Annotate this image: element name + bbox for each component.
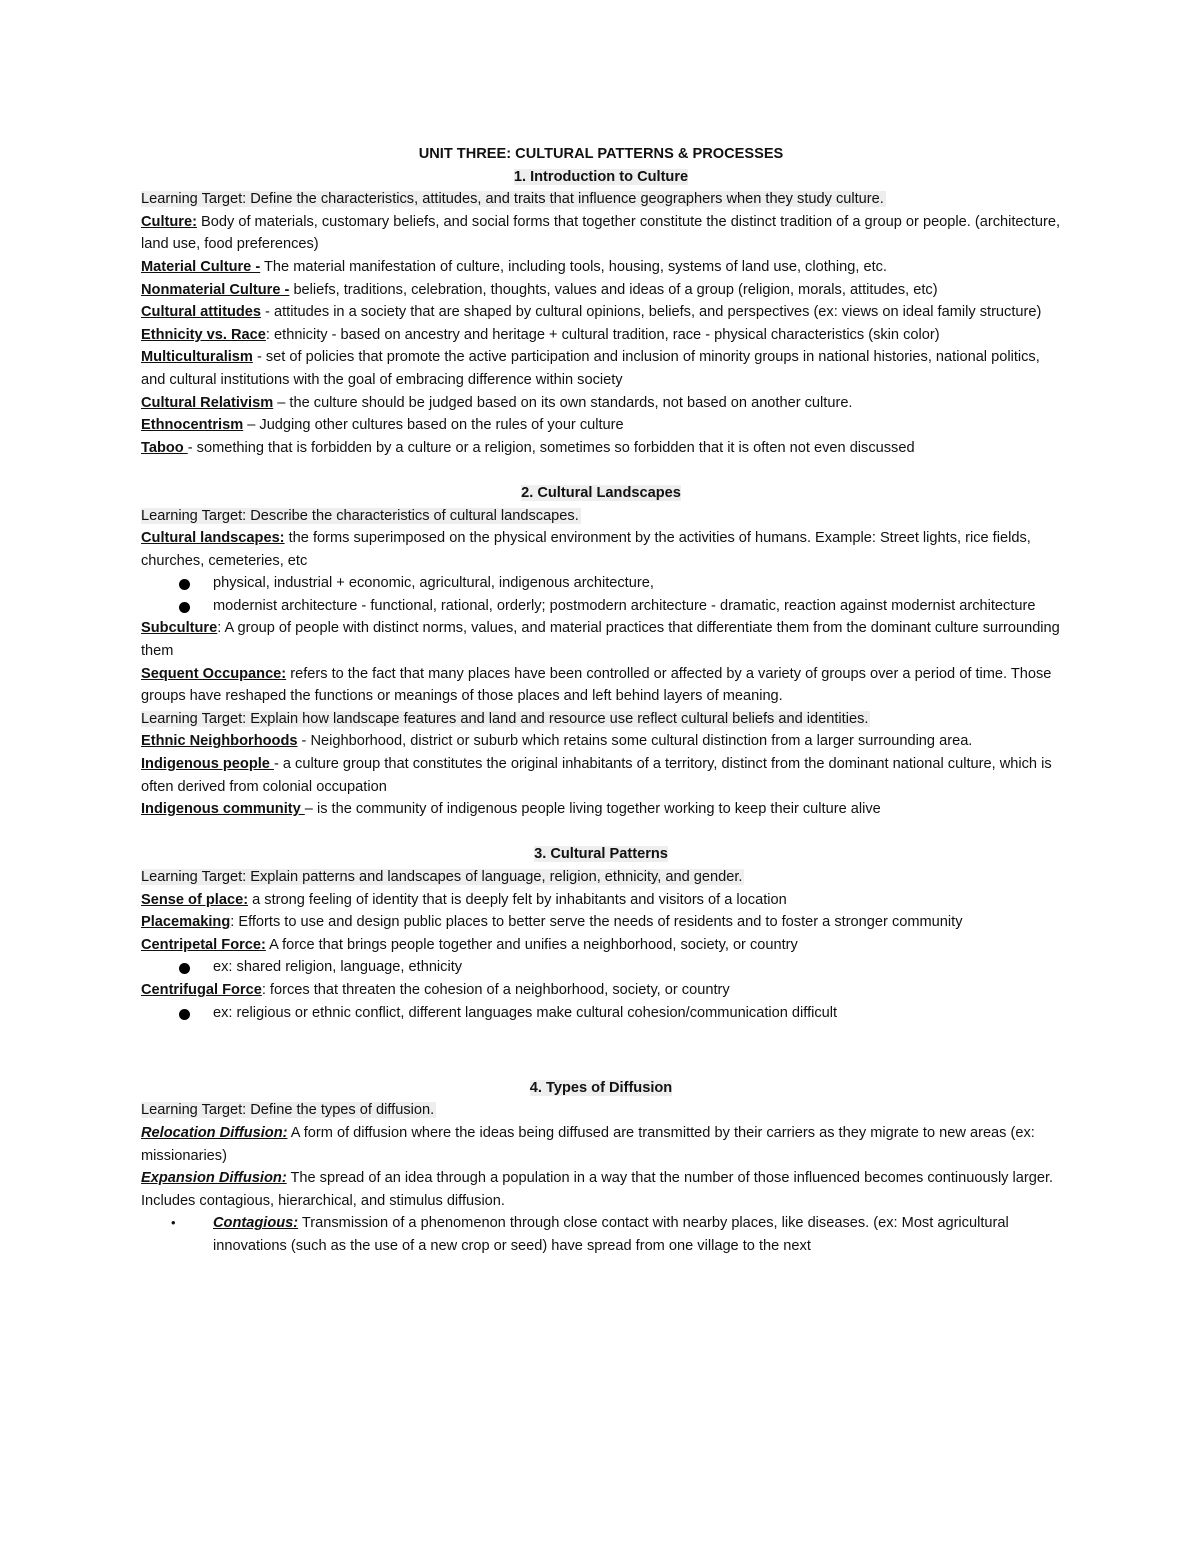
definition-text: : forces that threaten the cohesion of a neighborhood, society, or country <box>261 981 730 998</box>
list-item-text: modernist architecture - functional, rational, orderly; postmodern architecture - dramatic, reaction against modernist architecture <box>213 597 1036 614</box>
section-spacer <box>141 459 1061 482</box>
list-item <box>171 572 1061 595</box>
section-heading-landscapes <box>141 482 1061 505</box>
bullet-icon <box>179 963 190 974</box>
learning-target <box>141 1099 1061 1122</box>
definition-term: Cultural Relativism <box>141 394 274 411</box>
learning-target <box>141 505 1061 528</box>
list-item <box>171 1002 1061 1025</box>
definition-entry <box>141 279 1061 302</box>
section-heading-text: 1. Introduction to Culture <box>513 168 689 185</box>
learning-target-text: Learning Target: Explain patterns and landscapes of language, religion, ethnicity, and gender. <box>141 869 743 885</box>
list-item <box>171 595 1061 618</box>
definition-entry <box>141 934 1061 957</box>
definition-text: a strong feeling of identity that is deeply felt by inhabitants and visitors of a location <box>248 891 787 908</box>
definition-entry <box>141 437 1061 460</box>
definition-text: The material manifestation of culture, including tools, housing, systems of land use, clothing, etc. <box>260 258 887 275</box>
definition-text: : A group of people with distinct norms, values, and material practices that differentiate them from the dominant culture surrounding them <box>141 620 1060 660</box>
definition-term: Taboo <box>141 439 188 456</box>
definition-term: Sense of place: <box>141 891 249 908</box>
definition-term: Placemaking <box>141 914 231 931</box>
definition-term: Nonmaterial Culture - <box>141 281 290 298</box>
bullet-icon <box>179 1009 190 1020</box>
definition-entry <box>141 798 1061 821</box>
definition-text: : Efforts to use and design public places to better serve the needs of residents and to foster a stronger community <box>230 914 963 931</box>
list-item <box>171 956 1061 979</box>
learning-target-text: Learning Target: Define the characteristics, attitudes, and traits that influence geographers when they study culture. <box>141 191 884 208</box>
definition-entry <box>141 730 1061 753</box>
definition-term: Ethnocentrism <box>141 417 244 434</box>
learning-target <box>141 708 1061 731</box>
section-heading-diffusion <box>141 1077 1061 1100</box>
section-heading-text: 4. Types of Diffusion <box>529 1079 673 1096</box>
definition-term: Ethnic Neighborhoods <box>141 733 298 750</box>
definition-text: Transmission of a phenomenon through close contact with nearby places, like diseases. (ex: Most agricultural innovations (such as the use of a new crop or seed) have spread from one village to the next <box>213 1215 1009 1254</box>
definition-entry <box>141 256 1061 279</box>
learning-target-text: Learning Target: Explain how landscape features and land and resource use reflect cultural beliefs and identities. <box>141 710 869 727</box>
definition-text: – Judging other cultures based on the rules of your culture <box>243 417 624 434</box>
definition-term: Centripetal Force: <box>141 936 266 953</box>
definition-text: beliefs, traditions, celebration, thoughts, values and ideas of a group (religion, morals, attitudes, etc) <box>289 281 938 298</box>
bullet-list <box>141 1212 1061 1257</box>
bullet-icon <box>179 602 190 613</box>
definition-term: Contagious: <box>213 1215 299 1232</box>
definition-entry <box>141 301 1061 324</box>
document-page <box>141 143 1061 1258</box>
learning-target-text: Learning Target: Define the types of diffusion. <box>141 1102 435 1119</box>
document-title: UNIT THREE: CULTURAL PATTERNS & PROCESSES <box>418 146 784 162</box>
definition-text: refers to the fact that many places have been controlled or affected by a variety of groups over a period of time. Those groups have reshaped the functions or meanings of those places and left behind layers of meaning. <box>141 665 1052 705</box>
section-heading-text: 3. Cultural Patterns <box>534 846 668 863</box>
learning-target <box>141 188 1061 211</box>
list-item <box>171 1212 1061 1257</box>
definition-text: A form of diffusion where the ideas being diffused are transmitted by their carriers as they migrate to new areas (ex: missionaries) <box>141 1124 1035 1164</box>
section-heading-intro <box>141 166 1061 189</box>
section-spacer <box>141 1024 1061 1054</box>
definition-entry <box>141 979 1061 1002</box>
definition-term: Indigenous community <box>141 801 305 818</box>
definition-entry <box>141 663 1061 708</box>
list-item-text: ex: shared religion, language, ethnicity <box>213 959 463 976</box>
definition-term: Cultural attitudes <box>141 304 261 321</box>
definition-text: the forms superimposed on the physical environment by the activities of humans. Example: Street lights, rice fields, churches, cemeteries, etc <box>141 530 1031 569</box>
learning-target-text: Learning Target: Describe the characteristics of cultural landscapes. <box>141 507 579 524</box>
definition-term: Sequent Occupance: <box>141 665 287 682</box>
definition-term: Indigenous people <box>141 756 274 773</box>
definition-text: – the culture should be judged based on its own standards, not based on another culture. <box>273 394 853 411</box>
definition-term: Material Culture - <box>141 258 261 275</box>
definition-entry <box>141 1122 1061 1167</box>
definition-entry <box>141 753 1061 798</box>
section-heading-text: 2. Cultural Landscapes <box>521 484 681 501</box>
definition-term: Subculture <box>141 620 218 637</box>
definition-entry <box>141 911 1061 934</box>
bullet-icon <box>179 579 190 590</box>
definition-text: - a culture group that constitutes the original inhabitants of a territory, distinct from the dominant national culture, which is often derived from colonial occupation <box>141 756 1052 795</box>
definition-entry <box>141 889 1061 912</box>
definition-entry <box>141 414 1061 437</box>
bullet-icon: • <box>171 1215 176 1231</box>
definition-entry <box>141 211 1061 256</box>
section-spacer <box>141 1054 1061 1077</box>
definition-entry <box>141 392 1061 415</box>
definition-term: Relocation Diffusion: <box>141 1124 288 1141</box>
list-item-text: physical, industrial + economic, agricultural, indigenous architecture, <box>213 575 654 592</box>
list-item-text: ex: religious or ethnic conflict, different languages make cultural cohesion/communication difficult <box>213 1004 838 1021</box>
definition-entry <box>141 527 1061 572</box>
section-heading-patterns <box>141 843 1061 866</box>
definition-text: Body of materials, customary beliefs, and social forms that together constitute the distinct tradition of a group or people. (architecture, land use, food preferences) <box>141 213 1061 253</box>
definition-term: Multiculturalism <box>141 349 253 366</box>
definition-text: : ethnicity - based on ancestry and heritage + cultural tradition, race - physical characteristics (skin color) <box>265 326 940 343</box>
definition-term: Expansion Diffusion: <box>141 1170 287 1187</box>
section-spacer <box>141 821 1061 844</box>
definition-text: - set of policies that promote the active participation and inclusion of minority groups in national histories, national politics, and cultural institutions with the goal of embracing difference within society <box>141 349 1040 388</box>
definition-term: Ethnicity vs. Race <box>141 326 266 343</box>
learning-target <box>141 866 1061 889</box>
definition-term: Cultural landscapes: <box>141 530 285 547</box>
bullet-list <box>141 572 1061 617</box>
bullet-list <box>141 956 1061 979</box>
definition-text: - Neighborhood, district or suburb which retains some cultural distinction from a larger surrounding area. <box>297 733 973 750</box>
definition-entry <box>141 1167 1061 1212</box>
definition-entry <box>141 324 1061 347</box>
definition-term: Centrifugal Force <box>141 981 262 998</box>
definition-text: A force that brings people together and unifies a neighborhood, society, or country <box>265 936 798 953</box>
definition-term: Culture: <box>141 213 197 230</box>
definition-entry <box>141 346 1061 391</box>
definition-text: - something that is forbidden by a culture or a religion, sometimes so forbidden that it is often not even discussed <box>187 439 915 456</box>
definition-text: - attitudes in a society that are shaped by cultural opinions, beliefs, and perspectives (ex: views on ideal family structure) <box>261 304 1042 321</box>
bullet-list <box>141 1002 1061 1025</box>
definition-text: – is the community of indigenous people living together working to keep their culture alive <box>304 801 881 818</box>
definition-text: The spread of an idea through a population in a way that the number of those influenced becomes continuously larger. Includes contagious, hierarchical, and stimulus diffusion. <box>141 1170 1054 1209</box>
definition-entry <box>141 617 1061 662</box>
